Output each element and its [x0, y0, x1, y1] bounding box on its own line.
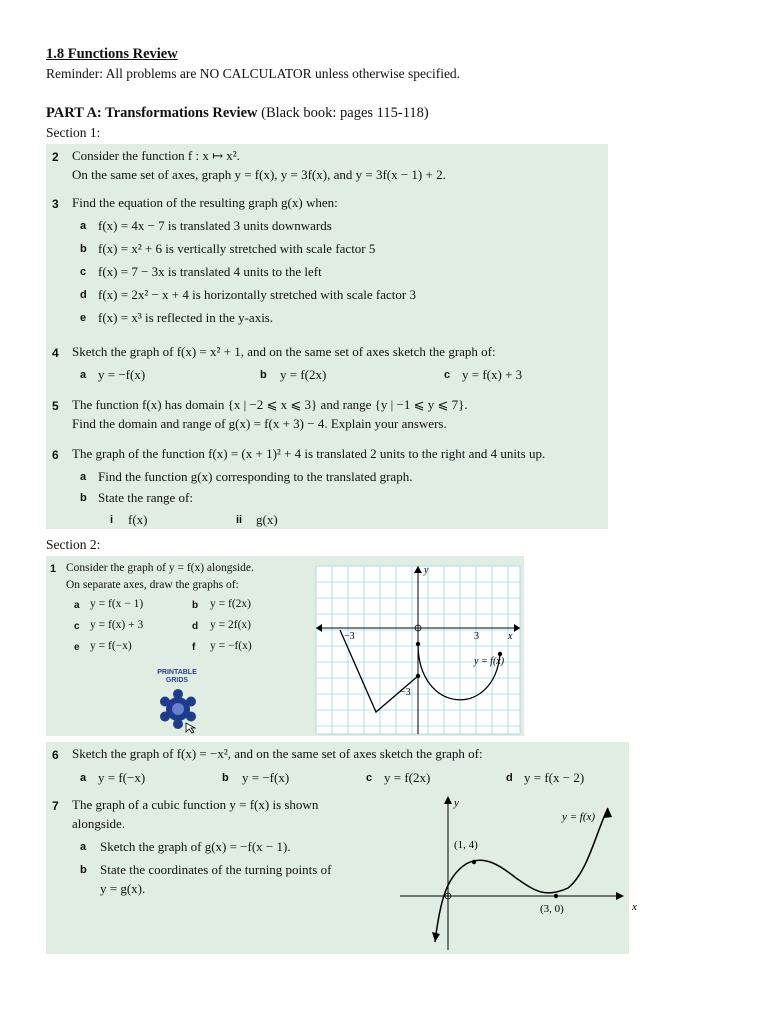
graph-y-equals-f-x — [314, 564, 524, 736]
section-1-heading: Section 1: — [46, 125, 101, 140]
question-text: On separate axes, draw the graphs of: — [66, 579, 239, 591]
question-text: f(x) = 2x² − x + 4 is horizontally stretched with scale factor 3 — [98, 287, 416, 302]
graph-point — [416, 674, 420, 678]
question-text: Sketch the graph of g(x) = −f(x − 1). — [100, 839, 291, 854]
question-text: y = −f(x) — [210, 640, 252, 652]
question-text: y = g(x). — [100, 881, 146, 896]
part-label: d — [192, 621, 199, 632]
part-label: b — [222, 772, 229, 784]
question-text: Find the function g(x) corresponding to the translated graph. — [98, 469, 413, 484]
question-number: 1 — [50, 563, 57, 575]
part-label: c — [366, 772, 373, 784]
question-text: Sketch the graph of f(x) = −x², and on the same set of axes sketch the graph of: — [72, 746, 483, 761]
part-label: a — [80, 220, 87, 232]
question-text: Consider the graph of y = f(x) alongside. — [66, 562, 254, 574]
question-text: Find the domain and range of g(x) = f(x + 3) − 4. Explain your answers. — [72, 416, 447, 431]
question-text: The graph of the function f(x) = (x + 1)² + 4 is translated 2 units to the right and 4 units up. — [72, 446, 546, 461]
part-label: b — [80, 864, 87, 876]
question-text: State the coordinates of the turning points of — [100, 862, 332, 877]
question-text: Consider the function f : x ↦ x². — [72, 148, 240, 163]
question-text: f(x) = 7 − 3x is translated 4 units to the left — [98, 264, 322, 279]
question-text: y = f(−x) — [90, 640, 132, 652]
question-text: f(x) = x³ is reflected in the y-axis. — [98, 310, 274, 325]
question-text: y = f(x − 1) — [90, 598, 144, 610]
tick-label: 3 — [474, 631, 479, 642]
snowflake-icon[interactable] — [156, 687, 202, 733]
question-number: 6 — [52, 748, 59, 762]
section-2-panel-2 — [46, 742, 637, 954]
question-text: g(x) — [256, 512, 278, 527]
question-text: y = 2f(x) — [210, 619, 251, 631]
page-title: 1.8 Functions Review — [46, 46, 178, 62]
question-text: Sketch the graph of f(x) = x² + 1, and on the same set of axes sketch the graph of: — [72, 344, 496, 359]
question-text: alongside. — [72, 816, 126, 831]
part-a-heading: PART A: Transformations Review (Black book: pages 115-118) — [46, 105, 429, 121]
section-2-heading: Section 2: — [46, 537, 101, 552]
question-text: On the same set of axes, graph y = f(x), y = 3f(x), and y = 3f(x − 1) + 2. — [72, 167, 446, 182]
question-text: y = −f(x) — [98, 367, 146, 382]
part-label: ii — [236, 514, 243, 526]
part-label: a — [80, 841, 87, 853]
y-axis-label: y — [454, 797, 459, 809]
part-label: c — [74, 621, 80, 632]
question-text: f(x) = x² + 6 is vertically stretched with scale factor 5 — [98, 241, 376, 256]
part-label: a — [80, 471, 87, 483]
y-axis-arrow — [444, 796, 452, 804]
part-label: a — [80, 369, 87, 381]
part-label: e — [74, 642, 80, 653]
question-text: y = f(2x) — [280, 367, 327, 382]
question-text: f(x) — [128, 512, 148, 527]
question-text: y = f(2x) — [210, 598, 251, 610]
question-number: 2 — [52, 150, 59, 164]
question-text: f(x) = 4x − 7 is translated 3 units downwards — [98, 218, 332, 233]
question-number: 7 — [52, 799, 59, 813]
part-label: b — [80, 243, 87, 255]
reminder-text: Reminder: All problems are NO CALCULATOR unless otherwise specified. — [46, 66, 461, 81]
question-text: y = −f(x) — [242, 770, 290, 785]
question-text: y = f(x) + 3 — [462, 367, 523, 382]
turning-point-max — [472, 860, 476, 864]
question-number: 3 — [52, 197, 59, 211]
part-label: d — [80, 289, 87, 301]
part-label: d — [506, 772, 513, 784]
question-text: y = f(x) + 3 — [90, 619, 144, 631]
tick-label: −3 — [344, 631, 355, 642]
part-label: b — [192, 600, 199, 611]
question-text: The function f(x) has domain {x | −2 ⩽ x ⩽ 3} and range {y | −1 ⩽ y ⩽ 7}. — [72, 397, 468, 412]
question-text: Find the equation of the resulting graph g(x) when: — [72, 195, 338, 210]
tick-label: −3 — [400, 687, 411, 698]
section-2-panel-1 — [46, 556, 524, 736]
x-axis-label: x — [632, 901, 637, 913]
question-number: 5 — [52, 399, 59, 413]
question-text: y = f(x − 2) — [524, 770, 585, 785]
question-number: 4 — [52, 346, 59, 360]
turning-point-min — [554, 894, 558, 898]
question-text: y = f(2x) — [384, 770, 431, 785]
part-label: b — [260, 369, 267, 381]
graph-point — [416, 642, 420, 646]
x-axis-arrow — [616, 892, 624, 900]
part-label: c — [80, 266, 87, 278]
point-label-max: (1, 4) — [454, 839, 478, 851]
part-label: c — [444, 369, 451, 381]
point-label-min: (3, 0) — [540, 903, 564, 915]
cubic-curve — [435, 808, 608, 942]
curve-label: y = f(x) — [474, 656, 505, 667]
printable-grids-link[interactable]: PRINTABLE GRIDS — [157, 669, 197, 684]
question-text: y = f(−x) — [98, 770, 146, 785]
curve-arrow — [432, 932, 440, 942]
part-label: b — [80, 492, 87, 504]
curve-label: y = f(x) — [562, 811, 596, 823]
question-number: 6 — [52, 448, 59, 462]
y-axis-label: y — [424, 565, 429, 576]
part-label: e — [80, 312, 87, 324]
x-axis-label: x — [508, 631, 513, 642]
question-text: The graph of a cubic function y = f(x) is shown — [72, 797, 319, 812]
part-label: a — [80, 772, 87, 784]
question-text: State the range of: — [98, 490, 193, 505]
part-label: a — [74, 600, 80, 611]
section-1-panel — [46, 144, 608, 529]
cubic-graph — [396, 792, 637, 952]
part-label: i — [110, 514, 114, 526]
part-label: f — [192, 642, 196, 653]
